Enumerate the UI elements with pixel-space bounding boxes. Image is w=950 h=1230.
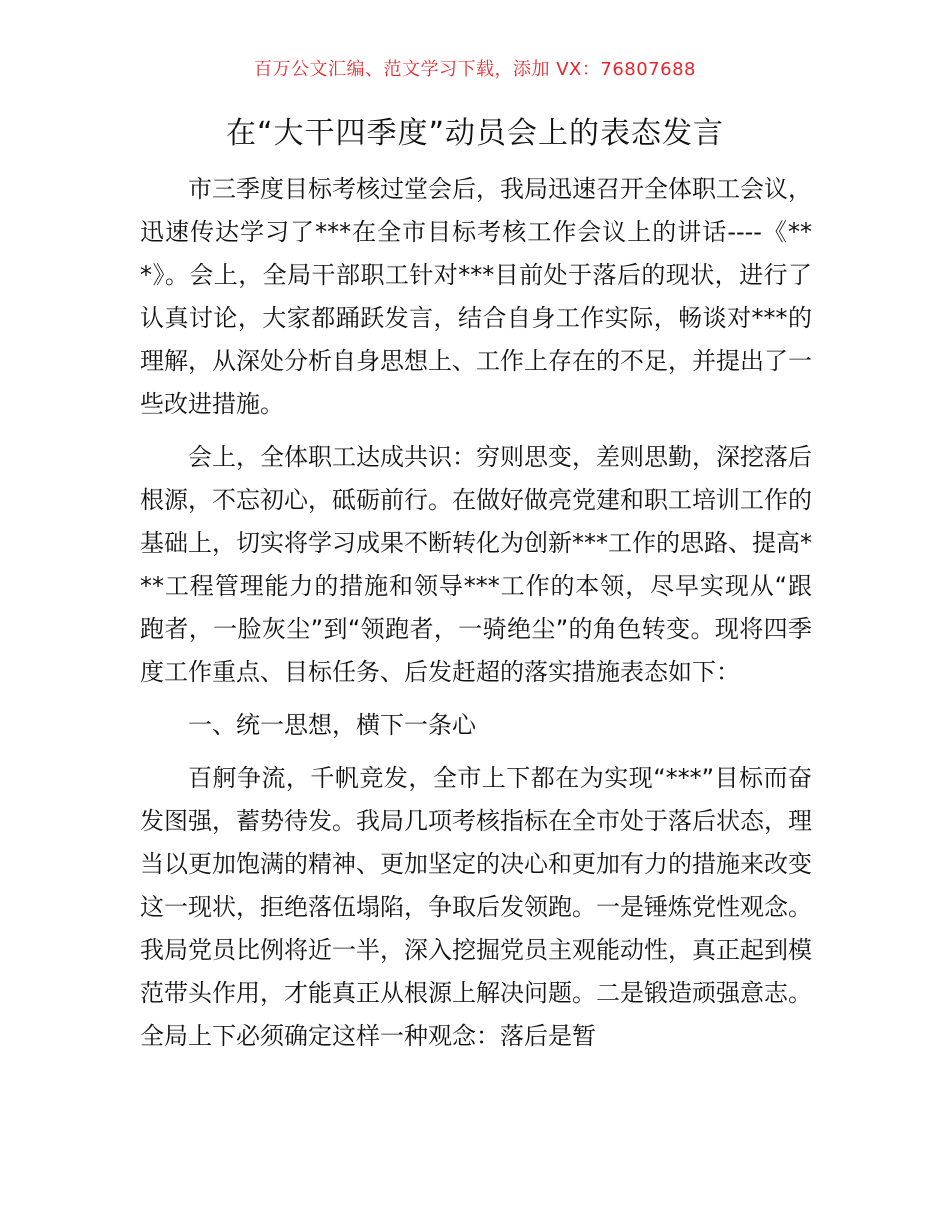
paragraph-section-1: 百舸争流，千帆竞发，全市上下都在为实现“***”目标而奋发图强，蓄势待发。我局几项考核指标在全市处于落后状态，理当以更加饱满的精神、更加坚定的决心和更加有力的措施来改变这一现状，拒绝落伍塌陷，争取后发领跑。一是锤炼党性观念。我局党员比例将近一半，深入挖掘党员主观能动性，真正起到模范带头作用，才能真正从根源上解决问题。二是锻造顽强意志。全局上下必须确定这样一种观念：落后是暂 (140, 764, 812, 1050)
paragraph-consensus: 会上，全体职工达成共识：穷则思变，差则思勤，深挖落后根源，不忘初心，砥砺前行。在做好做亮党建和职工培训工作的基础上，切实将学习成果不断转化为创新***工作的思路、提高***工程管理能力的措施和领导***工作的本领，尽早实现从“跟跑者，一脸灰尘”到“领跑者，一骑绝尘”的角色转变。现将四季度工作重点、目标任务、后发赶超的落实措施表态如下： (140, 443, 812, 686)
document-title: 在“大干四季度”动员会上的表态发言 (225, 116, 725, 151)
paragraph-intro: 市三季度目标考核过堂会后，我局迅速召开全体职工会议，迅速传达学习了***在全市目标考核工作会议上的讲话----《***》。会上，全局干部职工针对***目前处于落后的现状，进行了认真讨论，大家都踊跃发言，结合自身工作实际，畅谈对***的理解，从深处分析自身思想上、工作上存在的不足，并提出了一些改进措施。 (140, 175, 812, 418)
section-heading-1: 一、统一思想，横下一条心 (188, 711, 476, 739)
document-body (140, 168, 812, 1068)
watermark-header: 百万公文汇编、范文学习下载，添加 VX：76807688 (254, 59, 696, 80)
